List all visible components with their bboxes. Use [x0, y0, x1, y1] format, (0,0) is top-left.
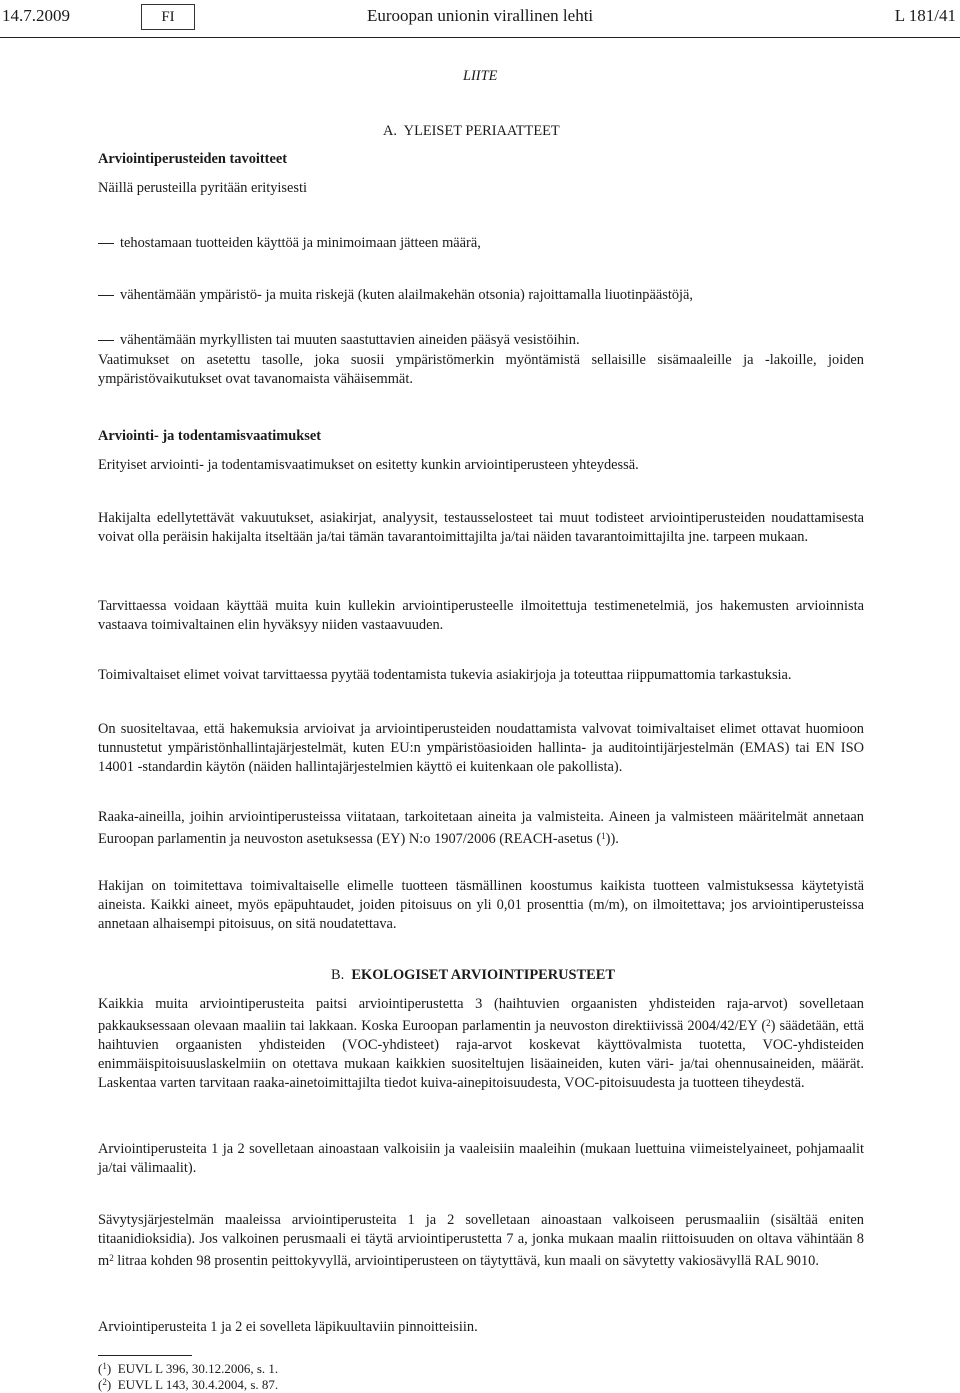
section-a-heading	[383, 122, 560, 141]
section-b-heading	[331, 966, 615, 985]
dash-bullet	[98, 243, 114, 244]
section-a-letter: A.	[383, 123, 397, 139]
document-page: 14.7.2009 FI Euroopan unionin virallinen lehti L 181/41 LIITE A. YLEISET PERIAATTEET Arviointiperusteiden tavoitteet Näillä perusteilla pyritään erityisesti tehostamaan tuotteiden käyttöä ja minimoimaan jätteen määrä, vähentämään ympäristö- ja muita riskejä (kuten alailmakehän otsonia) rajoittamalla liuotinpäästöjä, vähentämään myrkyllisten tai muuten saastuttavien aineiden pääsyä vesistöihin. Vaatimukset on asetettu tasolle, joka suosii ympäristömerkin myöntämistä sellaisille sisämaaleille ja -lakoille, joiden ympäristövaikutukset ovat tavanomaista vähäisemmät. Arviointi- ja todentamisvaatimukset Erityiset arviointi- ja todentamisvaatimukset on esitetty kunkin arviointiperusteen yhteydessä. Hakijalta edellytettävät vakuutukset, asiakirjat, analyysit, testausselosteet tai muut todisteet arviointiperusteiden noudattamisesta voivat olla peräisin hakijalta itseltään ja/tai tämän tavarantoimittajilta ja/tai näiden tavarantoimittajilta jne. tarpeen mukaan. Tarvittaessa voidaan käyttää muita kuin kullekin arviointiperusteelle ilmoitettuja testimenetelmiä, jos hakemusten arvioinnista vastaava toimivaltainen elin hyväksyy niiden vastaavuuden. Toimivaltaiset elimet voivat tarvittaessa pyytää todentamista tukevia asiakirjoja ja toteuttaa riippumattomia tarkastuksia. On suositeltavaa, että hakemuksia arvioivat ja arviointiperusteiden noudattamista valvovat toimivaltaiset elimet ottavat huomioon tunnustetut ympäristönhallintajärjestelmät, kuten EU:n ympäristöasioiden hallinta- ja auditointijärjestelmän (EMAS) tai EN ISO 14001 -standardin käytön (näiden hallintajärjestelmien käyttö ei kuitenkaan ole pakollista). Raaka-aineilla, joihin arviointiperusteissa viitataan, tarkoitetaan aineita ja valmisteita. Aineen ja valmisteen määritelmät annetaan Euroopan parlamentin ja neuvoston asetuksessa (EY) N:o 1907/2006 (REACH-asetus ($^1$)). Hakijan on toimitettava toimivaltaiselle elimelle tuotteen täsmällinen koostumus kaikista tuotteen valmistuksessa käytetyistä aineista. Kaikki aineet, myös epäpuhtaudet, joiden pitoisuus on yli 0,01 prosenttia (m/m), on ilmoitettava; jos arviointiperusteissa annetaan alhaisempi pitoisuus, on sitä noudatettava. B. EKOLOGISET ARVIOINTIPERUSTEET Kaikkia muita arviointiperusteita paitsi arviointiperustetta 3 (haihtuvien orgaanisten yhdisteiden raja-arvot) sovelletaan pakkauksessaan olevaan maaliin tai lakkaan. Koska Euroopan parlamentin ja neuvoston direktiivissä 2004/42/EY ($^2$) säädetään, että haihtuvien orgaanisten yhdisteiden (VOC-yhdisteet) raja-arvot koskevat käyttövalmista tuotetta, VOC-yhdisteiden enimmäispitoisuuslaskelmiin on otettava mukaan kaikkien suositeltujen lisäaineiden, kuten väri- ja/tai ohennusaineiden, määrät. Laskentaa varten tarvitaan raaka-ainetoimittajilta tiedot kuiva-ainepitoisuudesta, VOC-pitoisuudesta ja tuotteen tiheydestä. Arviointiperusteita 1 ja 2 sovelletaan ainoastaan valkoisiin ja vaaleisiin maaleihin (mukaan luettuina viimeistelyaineet, pohjamaalit ja/tai välimaalit). Sävytysjärjestelmän maaleissa arviointiperusteita 1 ja 2 sovelletaan ainoastaan valkoiseen perusmaaliin (sisältää eniten titaanidioksidia). Jos valkoinen perusmaali ei täytä arviointiperustetta 7 a, jonka mukaan maalin riittoisuuden on oltava vähintään 8 $m^2$ litraa kohden 98 prosentin peittokyvyllä, arviointiperusteen on täytyttävä, kun maali on sävytetty vakiosävyllä RAL 9010. Arviointiperusteita 1 ja 2 ei sovelleta läpikuultaviin pinnoitteisiin. ($^1$) EUVL L 396, 30.12.2006, s. 1. ($^2$) EUVL L 143, 30.4.2004, s. 87.	[0, 0, 960, 1390]
paragraph: Toimivaltaiset elimet voivat tarvittaessa pyytää todentamista tukevia asiakirjoja ja toteuttaa riippumattomia tarkastuksia.	[98, 667, 792, 683]
section-b-paragraph: Sävytysjärjestelmän maaleissa arviointiperusteita 1 ja 2 sovelletaan ainoastaan valkoiseen perusmaaliin (sisältää eniten titaanidioksidia). Jos valkoinen perusmaali ei täytä arviointiperustetta 7 a, jonka mukaan maalin riittoisuuden on oltava vähintään 8 $m^2$ litraa kohden 98 prosentin peittokyvyllä, arviointiperusteen on täytyttävä, kun maali on sävytetty vakiosävyllä RAL 9010.	[98, 1212, 864, 1269]
reach-paragraph: Raaka-aineilla, joihin arviointiperusteissa viitataan, tarkoitetaan aineita ja valmisteita. Aineen ja valmisteen määritelmät annetaan Euroopan parlamentin ja neuvoston asetuksessa (EY) N:o 1907/2006 (REACH-asetus ($^1$)).	[98, 809, 864, 847]
section-b-title: EKOLOGISET ARVIOINTIPERUSTEET	[351, 967, 615, 983]
section-b-paragraph: Arviointiperusteita 1 ja 2 ei sovelleta läpikuultaviin pinnoitteisiin.	[98, 1319, 478, 1335]
dash-bullet	[98, 340, 114, 341]
footnote: ($^2$) EUVL L 143, 30.4.2004, s. 87.	[98, 1377, 279, 1392]
page-number: L 181/41	[894, 6, 956, 25]
paragraph: Hakijalta edellytettävät vakuutukset, asiakirjat, analyysit, testausselosteet tai muut todisteet arviointiperusteiden noudattamisesta voivat olla peräisin hakijalta itseltään ja/tai tämän tavarantoimittajilta ja/tai näiden tavarantoimittajilta jne. tarpeen mukaan.	[98, 510, 864, 545]
publication-date: 14.7.2009	[2, 6, 70, 25]
paragraph: Erityiset arviointi- ja todentamisvaatimukset on esitetty kunkin arviointiperusteen yhteydessä.	[98, 457, 639, 473]
language-badge: FI	[141, 4, 195, 30]
annex-label: LIITE	[463, 68, 498, 84]
objectives-intro: Näillä perusteilla pyritään erityisesti	[98, 180, 307, 196]
footnote-rule	[98, 1355, 192, 1356]
section-b-paragraph: Arviointiperusteita 1 ja 2 sovelletaan ainoastaan valkoisiin ja vaaleisiin maaleihin (mukaan luettuina viimeistelyaineet, pohjamaalit ja/tai välimaalit).	[98, 1141, 864, 1176]
superscript: 2	[109, 1253, 114, 1263]
header-rule	[0, 37, 960, 38]
objectives-followup: Vaatimukset on asetettu tasolle, joka suosii ympäristömerkin myöntämistä sellaisille sisämaaleille ja -lakoille, joiden ympäristövaikutukset ovat tavanomaista vähäisemmät.	[98, 352, 864, 387]
section-a-title: YLEISET PERIAATTEET	[403, 123, 560, 139]
section-b-letter: B.	[331, 967, 345, 983]
paragraph: On suositeltavaa, että hakemuksia arvioivat ja arviointiperusteiden noudattamista valvovat toimivaltaiset elimet ottavat huomioon tunnustetut ympäristönhallintajärjestelmät, kuten EU:n ympäristöasioiden hallinta- ja auditointijärjestelmän (EMAS) tai EN ISO 14001 -standardin käytön (näiden hallintajärjestelmien käyttö ei kuitenkaan ole pakollista).	[98, 721, 864, 775]
footnote-ref: 2	[766, 1018, 771, 1028]
objectives-heading: Arviointiperusteiden tavoitteet	[98, 151, 288, 167]
assessment-heading: Arviointi- ja todentamisvaatimukset	[98, 428, 322, 444]
composition-paragraph: Hakijan on toimitettava toimivaltaiselle elimelle tuotteen täsmällinen koostumus kaikista tuotteen valmistuksessa käytetyistä aineista. Kaikki aineet, myös epäpuhtaudet, joiden pitoisuus on yli 0,01 prosenttia (m/m), on ilmoitettava; jos arviointiperusteissa annetaan alhaisempi pitoisuus, on sitä noudatettava.	[98, 878, 864, 932]
footnote: ($^1$) EUVL L 396, 30.12.2006, s. 1.	[98, 1361, 279, 1376]
journal-title: Euroopan unionin virallinen lehti	[367, 6, 594, 25]
section-b-paragraph: Kaikkia muita arviointiperusteita paitsi arviointiperustetta 3 (haihtuvien orgaanisten yhdisteiden raja-arvot) sovelletaan pakkauksessaan olevaan maaliin tai lakkaan. Koska Euroopan parlamentin ja neuvoston direktiivissä 2004/42/EY ($^2$) säädetään, että haihtuvien orgaanisten yhdisteiden (VOC-yhdisteet) raja-arvot koskevat käyttövalmista tuotetta, VOC-yhdisteiden enimmäispitoisuuslaskelmiin on otettava mukaan kaikkien suositeltujen lisäaineiden, kuten väri- ja/tai ohennusaineiden, määrät. Laskentaa varten tarvitaan raaka-ainetoimittajilta tiedot kuiva-ainepitoisuudesta, VOC-pitoisuudesta ja tuotteen tiheydestä.	[98, 996, 864, 1091]
page-header	[2, 6, 956, 36]
footnote-ref: 1	[601, 831, 606, 841]
dash-bullet	[98, 295, 114, 296]
paragraph: Tarvittaessa voidaan käyttää muita kuin kullekin arviointiperusteelle ilmoitettuja testimenetelmiä, jos hakemusten arvioinnista vastaava toimivaltainen elin hyväksyy niiden vastaavuuden.	[98, 598, 864, 633]
